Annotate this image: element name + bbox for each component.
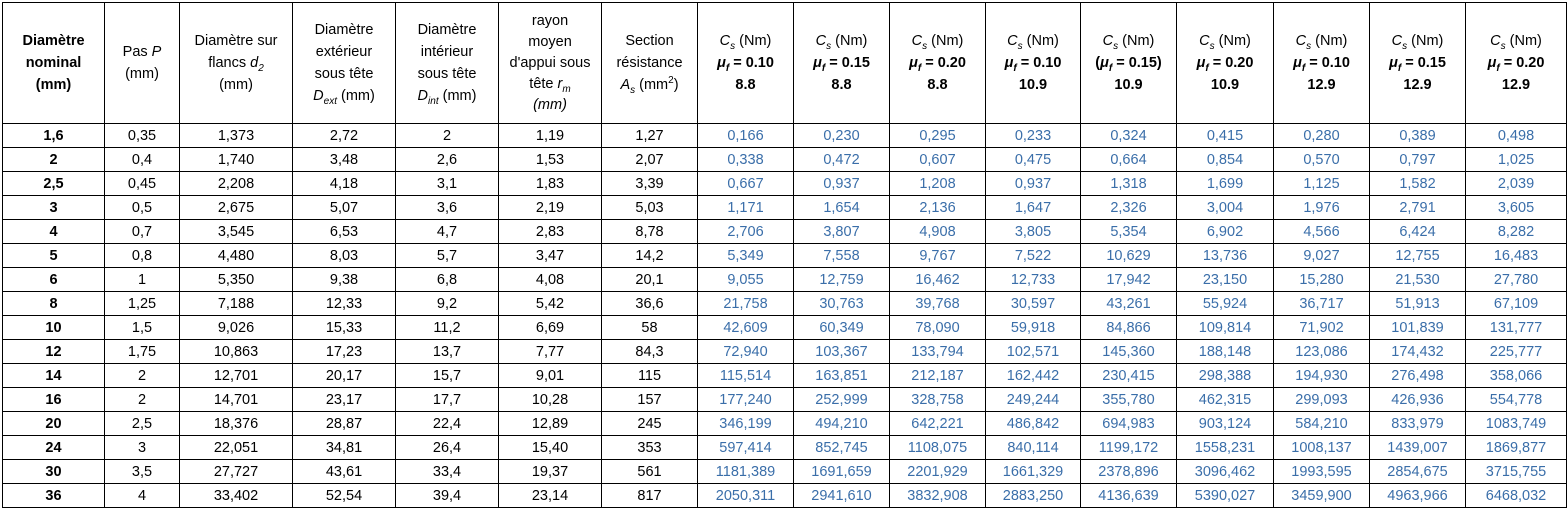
table-cell: 14,701 (180, 388, 293, 412)
row-diametre-cell: 30 (3, 460, 105, 484)
table-cell: 2,19 (499, 196, 602, 220)
table-cell: 11,2 (396, 316, 499, 340)
table-cell: 27,780 (1466, 268, 1567, 292)
table-cell: 4963,966 (1370, 484, 1466, 508)
table-row (3, 364, 1567, 388)
table-cell: 7,77 (499, 340, 602, 364)
table-cell: 4,08 (499, 268, 602, 292)
table-cell: 36,6 (602, 292, 698, 316)
table-cell: 5,42 (499, 292, 602, 316)
table-cell: 3,004 (1177, 196, 1274, 220)
table-cell: 8,03 (293, 244, 396, 268)
table-cell: 2201,929 (890, 460, 986, 484)
table-cell: 298,388 (1177, 364, 1274, 388)
table-cell: 230,415 (1081, 364, 1177, 388)
table-cell: 1869,877 (1466, 436, 1567, 460)
row-diametre-cell: 36 (3, 484, 105, 508)
table-row (3, 388, 1567, 412)
table-cell: 3096,462 (1177, 460, 1274, 484)
table-row (3, 148, 1567, 172)
table-cell: 15,33 (293, 316, 396, 340)
table-cell: 145,360 (1081, 340, 1177, 364)
table-cell: 36,717 (1274, 292, 1370, 316)
table-cell: 109,814 (1177, 316, 1274, 340)
table-cell: 0,667 (698, 172, 794, 196)
table-cell: 60,349 (794, 316, 890, 340)
row-diametre-cell: 2,5 (3, 172, 105, 196)
table-cell: 1558,231 (1177, 436, 1274, 460)
header-diametre-interieur: Diamètre intérieur sous tête $D_{int}$ (mm) (396, 3, 499, 124)
table-cell: 72,940 (698, 340, 794, 364)
table-cell: 17,23 (293, 340, 396, 364)
table-cell: 1,5 (105, 316, 180, 340)
table-cell: 0,338 (698, 148, 794, 172)
table-cell: 3,805 (986, 220, 1081, 244)
table-cell: 23,17 (293, 388, 396, 412)
header-cs-col-5: $C_s$ (Nm) $\mu_f = 0.20$ 10.9 (1177, 3, 1274, 124)
table-cell: 1008,137 (1274, 436, 1370, 460)
table-cell: 0,475 (986, 148, 1081, 172)
table-cell: 0,607 (890, 148, 986, 172)
table-cell: 1,976 (1274, 196, 1370, 220)
row-diametre-cell: 12 (3, 340, 105, 364)
table-cell: 39,768 (890, 292, 986, 316)
table-row (3, 292, 1567, 316)
header-cs-col-3: $C_s$ (Nm) $\mu_f = 0.10$ 10.9 (986, 3, 1081, 124)
table-cell: 3 (105, 436, 180, 460)
table-cell: 15,7 (396, 364, 499, 388)
header-cs-col-7: $C_s$ (Nm) $\mu_f = 0.15$ 12.9 (1370, 3, 1466, 124)
header-diametre-flancs: Diamètre sur flancs $d_2$ (mm) (180, 3, 293, 124)
table-cell: 2,136 (890, 196, 986, 220)
row-diametre-cell: 20 (3, 412, 105, 436)
table-cell: 833,979 (1370, 412, 1466, 436)
table-cell: 102,571 (986, 340, 1081, 364)
table-cell: 0,937 (794, 172, 890, 196)
table-cell: 3832,908 (890, 484, 986, 508)
header-row (3, 3, 1567, 124)
table-cell: 133,794 (890, 340, 986, 364)
table-cell: 4,18 (293, 172, 396, 196)
table-cell: 2050,311 (698, 484, 794, 508)
header-cs-col-4: $C_s$ (Nm) $(\mu_f = 0.15)$ 10.9 (1081, 3, 1177, 124)
row-diametre-cell: 4 (3, 220, 105, 244)
table-cell: 840,114 (986, 436, 1081, 460)
table-cell: 20,1 (602, 268, 698, 292)
table-cell: 103,367 (794, 340, 890, 364)
table-cell: 276,498 (1370, 364, 1466, 388)
table-cell: 4 (105, 484, 180, 508)
header-cs-col-2: $C_s$ (Nm) $\mu_f = 0.20$ 8.8 (890, 3, 986, 124)
table-cell: 12,89 (499, 412, 602, 436)
table-cell: 7,522 (986, 244, 1081, 268)
table-cell: 115,514 (698, 364, 794, 388)
table-cell: 52,54 (293, 484, 396, 508)
table-cell: 23,14 (499, 484, 602, 508)
table-cell: 2,208 (180, 172, 293, 196)
table-body (3, 124, 1567, 508)
table-cell: 42,609 (698, 316, 794, 340)
table-cell: 163,851 (794, 364, 890, 388)
table-cell: 20,17 (293, 364, 396, 388)
table-cell: 1439,007 (1370, 436, 1466, 460)
table-cell: 462,315 (1177, 388, 1274, 412)
table-cell: 2854,675 (1370, 460, 1466, 484)
table-cell: 355,780 (1081, 388, 1177, 412)
table-cell: 328,758 (890, 388, 986, 412)
row-diametre-cell: 5 (3, 244, 105, 268)
table-cell: 21,758 (698, 292, 794, 316)
table-cell: 1,208 (890, 172, 986, 196)
table-cell: 852,745 (794, 436, 890, 460)
table-cell: 0,280 (1274, 124, 1370, 148)
table-row (3, 244, 1567, 268)
table-cell: 1,699 (1177, 172, 1274, 196)
table-cell: 252,999 (794, 388, 890, 412)
table-cell: 26,4 (396, 436, 499, 460)
table-cell: 3,1 (396, 172, 499, 196)
table-cell: 2,07 (602, 148, 698, 172)
table-cell: 2 (105, 364, 180, 388)
table-cell: 71,902 (1274, 316, 1370, 340)
table-cell: 115 (602, 364, 698, 388)
row-diametre-cell: 3 (3, 196, 105, 220)
table-cell: 6,8 (396, 268, 499, 292)
table-cell: 1,19 (499, 124, 602, 148)
table-cell: 2941,610 (794, 484, 890, 508)
table-cell: 194,930 (1274, 364, 1370, 388)
table-cell: 59,918 (986, 316, 1081, 340)
table-cell: 3,5 (105, 460, 180, 484)
table-cell: 1,83 (499, 172, 602, 196)
table-cell: 2,791 (1370, 196, 1466, 220)
table-cell: 8,282 (1466, 220, 1567, 244)
table-row (3, 172, 1567, 196)
table-cell: 1,647 (986, 196, 1081, 220)
table-cell: 30,763 (794, 292, 890, 316)
table-cell: 3,545 (180, 220, 293, 244)
table-cell: 15,280 (1274, 268, 1370, 292)
table-cell: 1,740 (180, 148, 293, 172)
table-cell: 13,736 (1177, 244, 1274, 268)
table-cell: 12,755 (1370, 244, 1466, 268)
table-cell: 584,210 (1274, 412, 1370, 436)
table-cell: 131,777 (1466, 316, 1567, 340)
table-cell: 2 (396, 124, 499, 148)
row-diametre-cell: 14 (3, 364, 105, 388)
table-cell: 426,936 (1370, 388, 1466, 412)
table-header (3, 3, 1567, 124)
table-cell: 123,086 (1274, 340, 1370, 364)
table-cell: 17,7 (396, 388, 499, 412)
table-cell: 2,039 (1466, 172, 1567, 196)
table-cell: 245 (602, 412, 698, 436)
table-cell: 21,530 (1370, 268, 1466, 292)
table-cell: 6,902 (1177, 220, 1274, 244)
table-cell: 0,166 (698, 124, 794, 148)
table-cell: 16,483 (1466, 244, 1567, 268)
table-cell: 6468,032 (1466, 484, 1567, 508)
table-row (3, 124, 1567, 148)
table-cell: 5,349 (698, 244, 794, 268)
table-cell: 5,350 (180, 268, 293, 292)
table-cell: 554,778 (1466, 388, 1567, 412)
table-cell: 212,187 (890, 364, 986, 388)
header-cs-col-6: $C_s$ (Nm) $\mu_f = 0.10$ 12.9 (1274, 3, 1370, 124)
table-row (3, 412, 1567, 436)
table-cell: 0,45 (105, 172, 180, 196)
table-cell: 1,75 (105, 340, 180, 364)
table-cell: 1,318 (1081, 172, 1177, 196)
table-cell: 0,472 (794, 148, 890, 172)
table-cell: 0,389 (1370, 124, 1466, 148)
row-diametre-cell: 2 (3, 148, 105, 172)
table-cell: 2,5 (105, 412, 180, 436)
table-cell: 55,924 (1177, 292, 1274, 316)
header-section-resistance: Section résistance $A_s$ $(mm^2)$ (602, 3, 698, 124)
table-cell: 2378,896 (1081, 460, 1177, 484)
table-cell: 225,777 (1466, 340, 1567, 364)
table-cell: 1,171 (698, 196, 794, 220)
table-row (3, 196, 1567, 220)
table-cell: 162,442 (986, 364, 1081, 388)
table-cell: 1199,172 (1081, 436, 1177, 460)
table-cell: 249,244 (986, 388, 1081, 412)
table-cell: 10,629 (1081, 244, 1177, 268)
table-cell: 1,25 (105, 292, 180, 316)
row-diametre-cell: 24 (3, 436, 105, 460)
table-cell: 2,6 (396, 148, 499, 172)
table-cell: 22,051 (180, 436, 293, 460)
table-cell: 0,324 (1081, 124, 1177, 148)
table-cell: 4,480 (180, 244, 293, 268)
table-cell: 1,582 (1370, 172, 1466, 196)
table-cell: 561 (602, 460, 698, 484)
row-diametre-cell: 8 (3, 292, 105, 316)
table-cell: 9,027 (1274, 244, 1370, 268)
table-cell: 2 (105, 388, 180, 412)
table-cell: 12,701 (180, 364, 293, 388)
table-cell: 817 (602, 484, 698, 508)
table-cell: 9,2 (396, 292, 499, 316)
table-cell: 1993,595 (1274, 460, 1370, 484)
table-cell: 67,109 (1466, 292, 1567, 316)
table-cell: 4,566 (1274, 220, 1370, 244)
table-cell: 28,87 (293, 412, 396, 436)
table-cell: 6,69 (499, 316, 602, 340)
table-cell: 597,414 (698, 436, 794, 460)
table-cell: 0,570 (1274, 148, 1370, 172)
table-cell: 3,807 (794, 220, 890, 244)
table-cell: 16,462 (890, 268, 986, 292)
table-cell: 9,38 (293, 268, 396, 292)
table-cell: 43,261 (1081, 292, 1177, 316)
table-row (3, 340, 1567, 364)
table-cell: 0,4 (105, 148, 180, 172)
table-cell: 353 (602, 436, 698, 460)
header-cs-col-0: $C_s$ (Nm) $\mu_f = 0.10$ 8.8 (698, 3, 794, 124)
table-cell: 346,199 (698, 412, 794, 436)
table-cell: 43,61 (293, 460, 396, 484)
table-cell: 0,937 (986, 172, 1081, 196)
table-cell: 78,090 (890, 316, 986, 340)
header-cs-col-8: $C_s$ (Nm) $\mu_f = 0.20$ 12.9 (1466, 3, 1567, 124)
table-cell: 14,2 (602, 244, 698, 268)
table-cell: 3,39 (602, 172, 698, 196)
table-cell: 39,4 (396, 484, 499, 508)
table-cell: 1083,749 (1466, 412, 1567, 436)
table-cell: 1,654 (794, 196, 890, 220)
table-row (3, 460, 1567, 484)
table-cell: 101,839 (1370, 316, 1466, 340)
table-cell: 3459,900 (1274, 484, 1370, 508)
row-diametre-cell: 6 (3, 268, 105, 292)
table-cell: 1,27 (602, 124, 698, 148)
table-cell: 1691,659 (794, 460, 890, 484)
table-cell: 2,72 (293, 124, 396, 148)
table-row (3, 220, 1567, 244)
table-cell: 3,605 (1466, 196, 1567, 220)
table-cell: 8,78 (602, 220, 698, 244)
table-cell: 6,53 (293, 220, 396, 244)
table-cell: 2883,250 (986, 484, 1081, 508)
table-cell: 0,415 (1177, 124, 1274, 148)
table-cell: 51,913 (1370, 292, 1466, 316)
table-cell: 58 (602, 316, 698, 340)
table-cell: 5390,027 (1177, 484, 1274, 508)
header-diametre-exterieur: Diamètre extérieur sous tête $D_{ext}$ (mm) (293, 3, 396, 124)
table-cell: 0,7 (105, 220, 180, 244)
table-row (3, 316, 1567, 340)
table-cell: 903,124 (1177, 412, 1274, 436)
row-diametre-cell: 16 (3, 388, 105, 412)
table-cell: 2,83 (499, 220, 602, 244)
table-cell: 4,7 (396, 220, 499, 244)
table-cell: 188,148 (1177, 340, 1274, 364)
table-cell: 0,797 (1370, 148, 1466, 172)
table-cell: 1661,329 (986, 460, 1081, 484)
table-cell: 2,706 (698, 220, 794, 244)
table-cell: 23,150 (1177, 268, 1274, 292)
table-cell: 5,03 (602, 196, 698, 220)
table-cell: 0,8 (105, 244, 180, 268)
table-cell: 34,81 (293, 436, 396, 460)
table-cell: 12,33 (293, 292, 396, 316)
header-pas: Pas P (mm) (105, 3, 180, 124)
table-cell: 0,498 (1466, 124, 1567, 148)
table-cell: 2,326 (1081, 196, 1177, 220)
table-cell: 27,727 (180, 460, 293, 484)
table-cell: 0,664 (1081, 148, 1177, 172)
table-cell: 3,48 (293, 148, 396, 172)
bolt-torque-table (2, 2, 1567, 508)
table-cell: 10,863 (180, 340, 293, 364)
table-cell: 9,767 (890, 244, 986, 268)
table-cell: 1,025 (1466, 148, 1567, 172)
table-cell: 486,842 (986, 412, 1081, 436)
table-cell: 9,026 (180, 316, 293, 340)
table-cell: 7,558 (794, 244, 890, 268)
table-cell: 0,230 (794, 124, 890, 148)
table-cell: 2,675 (180, 196, 293, 220)
table-cell: 642,221 (890, 412, 986, 436)
table-cell: 0,295 (890, 124, 986, 148)
table-cell: 5,354 (1081, 220, 1177, 244)
table-cell: 3,47 (499, 244, 602, 268)
table-cell: 0,35 (105, 124, 180, 148)
table-cell: 1,53 (499, 148, 602, 172)
table-cell: 84,3 (602, 340, 698, 364)
table-cell: 1 (105, 268, 180, 292)
table-row (3, 436, 1567, 460)
row-diametre-cell: 1,6 (3, 124, 105, 148)
table-cell: 33,402 (180, 484, 293, 508)
table-cell: 299,093 (1274, 388, 1370, 412)
table-cell: 13,7 (396, 340, 499, 364)
table-cell: 7,188 (180, 292, 293, 316)
table-cell: 3,6 (396, 196, 499, 220)
table-cell: 1,125 (1274, 172, 1370, 196)
table-cell: 1108,075 (890, 436, 986, 460)
table-cell: 12,733 (986, 268, 1081, 292)
table-cell: 33,4 (396, 460, 499, 484)
table-cell: 10,28 (499, 388, 602, 412)
table-row (3, 484, 1567, 508)
table-cell: 0,854 (1177, 148, 1274, 172)
table-cell: 494,210 (794, 412, 890, 436)
table-cell: 3715,755 (1466, 460, 1567, 484)
table-cell: 30,597 (986, 292, 1081, 316)
table-cell: 0,233 (986, 124, 1081, 148)
table-cell: 358,066 (1466, 364, 1567, 388)
table-row (3, 268, 1567, 292)
row-diametre-cell: 10 (3, 316, 105, 340)
table-cell: 12,759 (794, 268, 890, 292)
table-cell: 694,983 (1081, 412, 1177, 436)
table-cell: 15,40 (499, 436, 602, 460)
table-cell: 1,373 (180, 124, 293, 148)
table-cell: 174,432 (1370, 340, 1466, 364)
table-cell: 4136,639 (1081, 484, 1177, 508)
table-cell: 19,37 (499, 460, 602, 484)
header-cs-col-1: $C_s$ (Nm) $\mu_f = 0.15$ 8.8 (794, 3, 890, 124)
table-cell: 9,055 (698, 268, 794, 292)
table-cell: 9,01 (499, 364, 602, 388)
table-cell: 22,4 (396, 412, 499, 436)
header-diametre-nominal: Diamètre nominal (mm) (3, 3, 105, 124)
table-cell: 5,7 (396, 244, 499, 268)
table-cell: 0,5 (105, 196, 180, 220)
table-cell: 177,240 (698, 388, 794, 412)
header-rayon-moyen: rayon moyen d'appui sous tête $r_m$ (mm) (499, 3, 602, 124)
table-cell: 1181,389 (698, 460, 794, 484)
table-cell: 4,908 (890, 220, 986, 244)
table-cell: 5,07 (293, 196, 396, 220)
table-cell: 157 (602, 388, 698, 412)
table-cell: 6,424 (1370, 220, 1466, 244)
table-cell: 18,376 (180, 412, 293, 436)
table-cell: 84,866 (1081, 316, 1177, 340)
table-cell: 17,942 (1081, 268, 1177, 292)
